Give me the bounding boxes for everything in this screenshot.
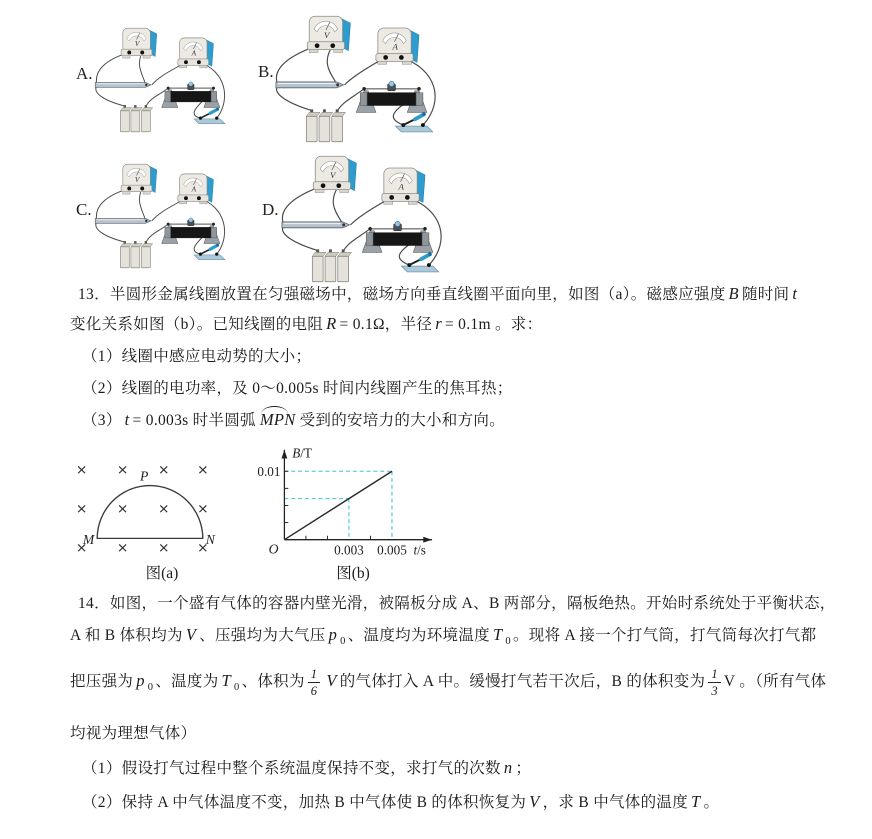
circuit-diagram-a bbox=[92, 14, 254, 146]
semicircular-loop bbox=[97, 486, 203, 539]
battery-pack bbox=[120, 241, 152, 268]
battery-pack bbox=[120, 105, 152, 132]
figure-b-graph bbox=[243, 438, 449, 570]
wire bbox=[96, 222, 125, 242]
rheostat bbox=[362, 221, 433, 252]
point-n-label: N bbox=[205, 532, 215, 548]
circuit-diagram-c bbox=[92, 150, 254, 282]
point-m-label: M bbox=[82, 532, 95, 548]
q13-sub-1: （1）线圈中感应电动势的大小； bbox=[82, 348, 312, 365]
q13-line-2: 变化关系如图（b）。已知线圈的电阻 R = 0.1Ω，半径 r = 0.1m 。求： bbox=[70, 314, 543, 333]
option-label-d: D. bbox=[262, 200, 279, 219]
field-into-page-symbol: × bbox=[197, 461, 209, 478]
figure-b-caption: 图(b) bbox=[336, 565, 370, 582]
q14-line-4: 均视为理想气体） bbox=[70, 725, 197, 742]
figure-a-caption: 图(a) bbox=[145, 565, 179, 582]
option-label-b: B. bbox=[258, 62, 274, 81]
field-into-page-symbol: × bbox=[157, 500, 170, 517]
option-label-c: C. bbox=[76, 200, 92, 219]
field-into-page-symbol: × bbox=[157, 540, 170, 557]
battery-pack bbox=[306, 109, 345, 141]
ammeter-label: A bbox=[191, 49, 197, 58]
field-into-page-symbol: × bbox=[116, 540, 129, 557]
field-into-page-symbol: × bbox=[116, 461, 129, 478]
ammeter-label: A bbox=[392, 41, 398, 52]
switch bbox=[194, 108, 225, 124]
ammeter-label: A bbox=[191, 185, 197, 194]
metal-rod bbox=[276, 82, 344, 88]
rheostat bbox=[356, 81, 427, 112]
metal-rod bbox=[95, 218, 151, 223]
y-tick-001: 0.01 bbox=[257, 464, 281, 480]
metal-rod bbox=[95, 82, 151, 87]
point-p-label: P bbox=[139, 468, 149, 484]
voltmeter-label: V bbox=[329, 169, 336, 180]
wire bbox=[96, 86, 125, 106]
q14-line-2: A 和 B 体积均为 V 、压强均为大气压 p $_0$ 、温度均为环境温度 T $_0$ 。现将 A 接一个打气筒，打气筒每次打气都 bbox=[70, 625, 817, 647]
field-into-page-symbol: × bbox=[197, 540, 209, 557]
x-axis-title: t/s bbox=[413, 542, 426, 558]
ammeter-label: A bbox=[398, 181, 404, 192]
metal-rod bbox=[282, 222, 350, 228]
field-into-page-symbol: × bbox=[116, 500, 129, 517]
field-into-page-symbol: × bbox=[75, 540, 88, 557]
battery-pack bbox=[312, 249, 351, 281]
voltmeter-label: V bbox=[323, 29, 330, 40]
option-label-a: A. bbox=[76, 64, 93, 83]
b-t-line bbox=[284, 471, 392, 539]
rheostat bbox=[162, 82, 220, 108]
circuit-diagram-b bbox=[272, 10, 468, 148]
switch bbox=[401, 253, 438, 272]
x-tick-0003: 0.003 bbox=[334, 542, 364, 558]
voltmeter-label: V bbox=[134, 175, 140, 184]
origin-label: O bbox=[268, 541, 279, 557]
q13-sub-2: （2）线圈的电功率，及 0～0.005s 时间内线圈产生的焦耳热； bbox=[82, 380, 513, 397]
q14-sub-1: （1）假设打气过程中整个系统温度保持不变，求打气的次数 n ； bbox=[82, 758, 532, 777]
voltmeter-label: V bbox=[134, 39, 140, 48]
q14-line-1: 14．如图，一个盛有气体的容器内壁光滑，被隔板分成 A、B 两部分，隔板绝热。开始时系统处于平衡状态， bbox=[78, 595, 836, 612]
field-into-page-symbol: × bbox=[75, 461, 88, 478]
figure-a-semicircle-field bbox=[62, 452, 238, 570]
switch bbox=[395, 113, 432, 132]
field-into-page-symbol: × bbox=[197, 500, 209, 517]
field-into-page-symbol: × bbox=[157, 461, 170, 478]
y-axis-arrow bbox=[281, 450, 287, 459]
wire bbox=[283, 226, 318, 251]
q14-sub-2: （2）保持 A 中气体温度不变，加热 B 中气体使 B 的体积恢复为 V ，求 B 中气体的温度 T 。 bbox=[82, 792, 720, 811]
field-into-page-symbol: × bbox=[75, 500, 88, 517]
q14-line-3: 把压强为 p $_0$ 、温度为 T $_0$ 、体积为 $\frac{1}{6}$ V 的气体打入 A 中。缓慢打气若干次后，B 的体积变为 $\frac{1}{3}$ V 。（所有气体 bbox=[70, 667, 827, 698]
wire bbox=[277, 86, 312, 111]
q13-sub-3: （3） t = 0.003s 时半圆弧 MPN 受到的安培力的大小和方向。 bbox=[82, 409, 505, 431]
circuit-diagram-d bbox=[278, 150, 474, 288]
q13-line-1: 13．半圆形金属线圈放置在匀强磁场中，磁场方向垂直线圈平面向里，如图（a）。磁感应强度 B 随时间 t bbox=[78, 284, 798, 303]
y-axis-title: B/T bbox=[292, 445, 313, 461]
rheostat bbox=[162, 218, 220, 244]
x-tick-0005: 0.005 bbox=[377, 542, 407, 558]
switch bbox=[194, 244, 225, 260]
axis-ticks bbox=[284, 471, 370, 539]
